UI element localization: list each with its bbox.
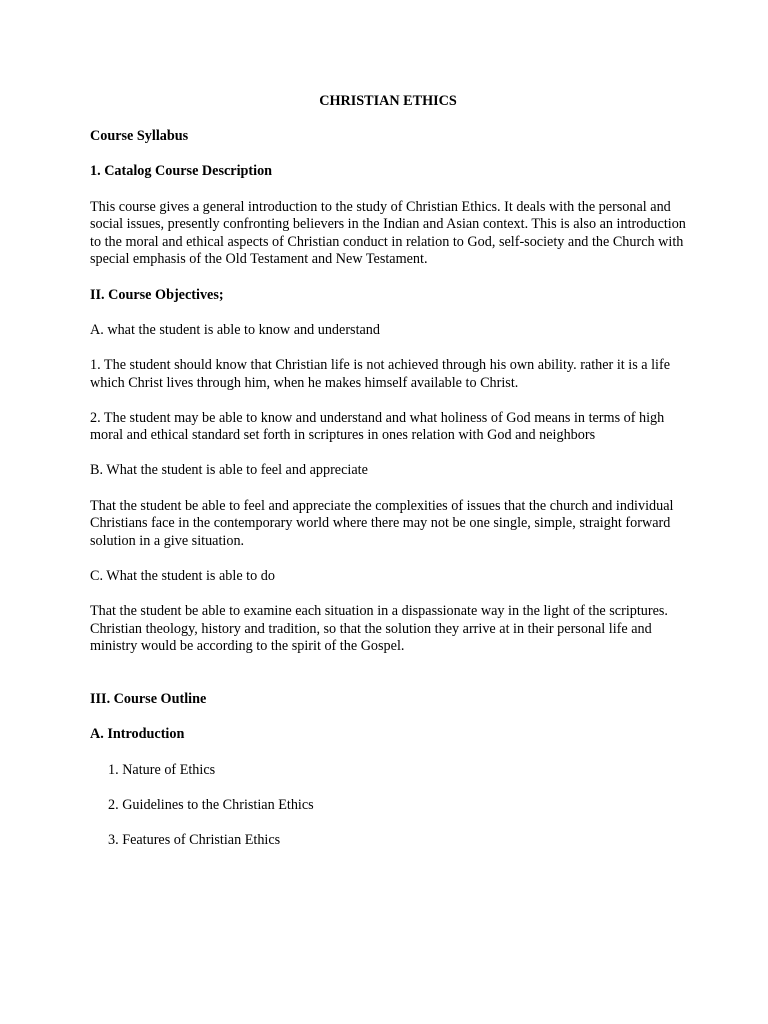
objectives-c-heading: C. What the student is able to do — [90, 568, 275, 585]
objectives-b-body: That the student be able to feel and appreciate the complexities of issues that the church and individual Christians face in the contemporary world where there may not be one single, simple, straight forward solution in a give situation. — [90, 497, 674, 549]
section-1-body: This course gives a general introduction to the study of Christian Ethics. It deals with the personal and social issues, presently confronting believers in the Indian and Asian context. This is also an introduction to the moral and ethical aspects of Christian conduct in relation to God, self-society and the Church with special emphasis of the Old Testament and New Testament. — [90, 198, 686, 268]
document-page — [90, 93, 686, 850]
outline-item: 1. Nature of Ethics — [108, 761, 216, 778]
section-3-heading: III. Course Outline — [90, 691, 207, 708]
objectives-a-heading: A. what the student is able to know and understand — [90, 321, 380, 338]
outline-item: 2. Guidelines to the Christian Ethics — [108, 796, 314, 813]
document-title: CHRISTIAN ETHICS — [319, 93, 457, 109]
outline-item: 3. Features of Christian Ethics — [108, 831, 281, 848]
outline-a-heading: A. Introduction — [90, 726, 185, 743]
objectives-c-body: That the student be able to examine each situation in a dispassionate way in the light of the scriptures. Christian theology, history and tradition, so that the solution they arrive at in their personal life and ministry would be according to the spirit of the Gospel. — [90, 603, 668, 655]
document-subtitle: Course Syllabus — [90, 128, 189, 145]
objectives-a-item-1: 1. The student should know that Christian life is not achieved through his own ability. rather it is a life which Christ lives through him, when he makes himself available to Christ. — [90, 356, 671, 391]
section-2-heading: II. Course Objectives; — [90, 286, 224, 303]
section-1-heading: 1. Catalog Course Description — [90, 163, 273, 180]
objectives-a-item-2: 2. The student may be able to know and understand and what holiness of God means in terms of high moral and ethical standard set forth in scriptures in ones relation with God and neighbors — [90, 409, 665, 444]
objectives-b-heading: B. What the student is able to feel and appreciate — [90, 462, 368, 479]
